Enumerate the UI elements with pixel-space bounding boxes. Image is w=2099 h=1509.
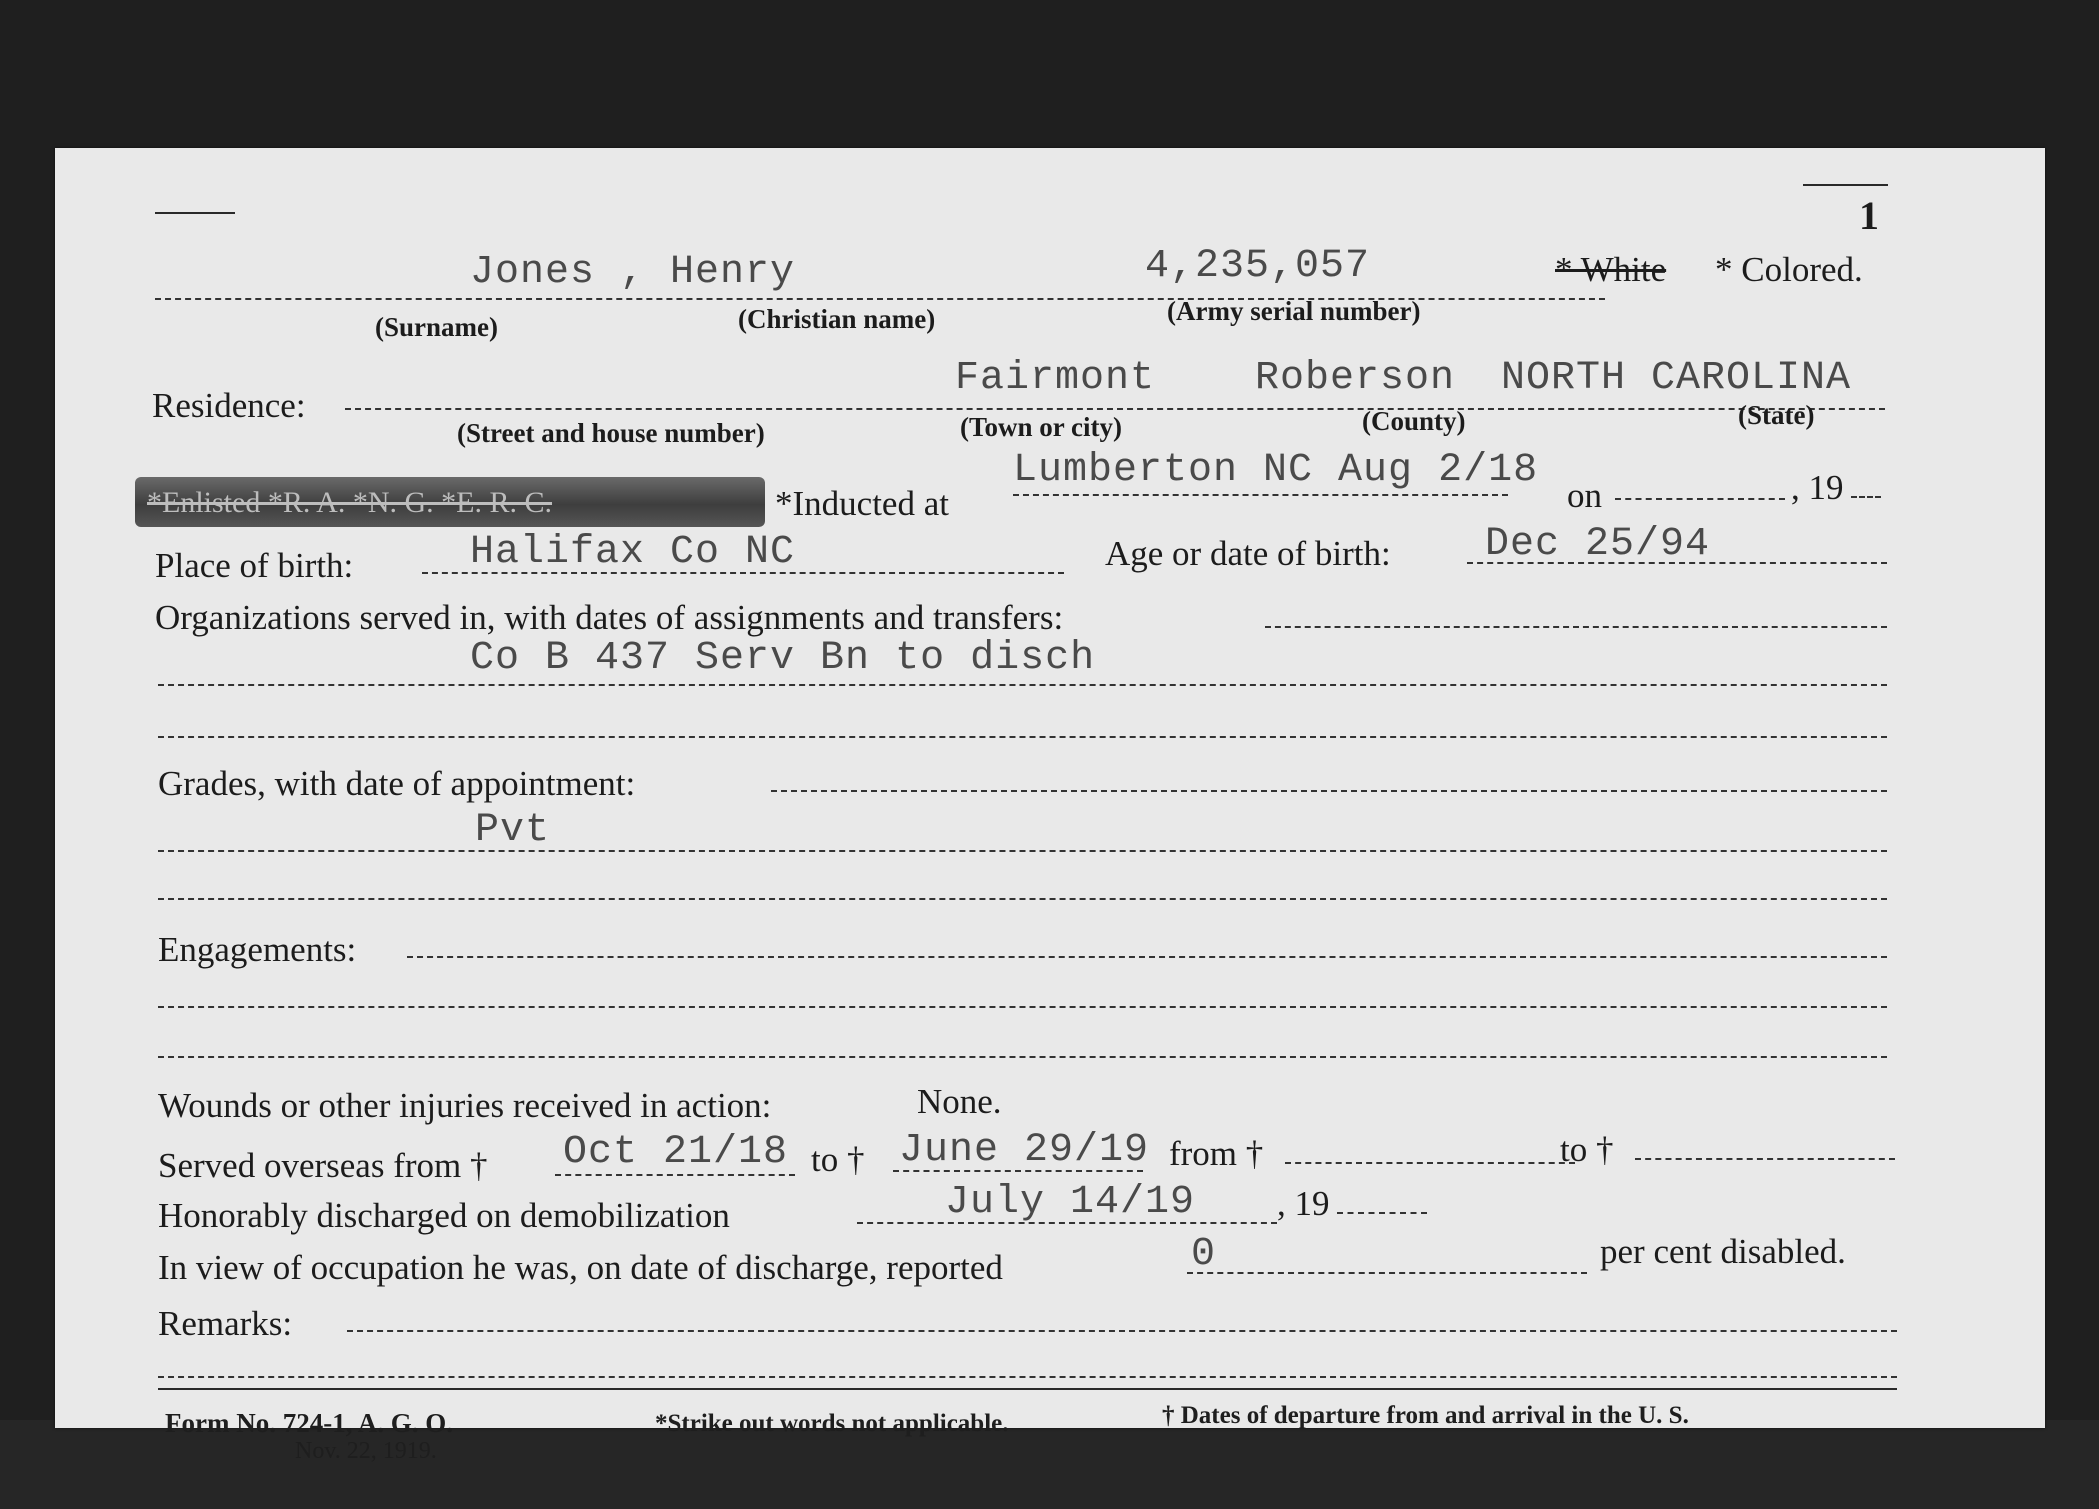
residence-label: Residence: bbox=[152, 386, 306, 425]
residence-state: NORTH CAROLINA bbox=[1501, 356, 1852, 401]
residence-line bbox=[345, 408, 1885, 410]
inducted-line bbox=[1013, 494, 1508, 496]
engagements-label: Engagements: bbox=[158, 930, 357, 969]
discharge-value: July 14/19 bbox=[945, 1180, 1196, 1225]
overseas-to2-label: to † bbox=[1560, 1130, 1614, 1169]
grades-label: Grades, with date of appointment: bbox=[158, 764, 636, 803]
caption-serial: (Army serial number) bbox=[1167, 296, 1421, 326]
caption-state: (State) bbox=[1738, 400, 1815, 430]
organizations-line-0 bbox=[1265, 626, 1887, 628]
enlisted-struck-text: *Enlisted *R. A. *N. G. *E. R. C. bbox=[147, 486, 553, 519]
disability-label: In view of occupation he was, on date of discharge, reported bbox=[158, 1248, 1003, 1287]
grades-line-0 bbox=[771, 790, 1887, 792]
overseas-to-label: to † bbox=[811, 1140, 865, 1179]
inducted-on-line bbox=[1615, 498, 1785, 500]
name-value: Jones , Henry bbox=[470, 250, 796, 295]
residence-town: Fairmont bbox=[955, 356, 1156, 401]
caption-county: (County) bbox=[1362, 406, 1466, 436]
top-right-rule bbox=[1803, 184, 1888, 186]
place-of-birth-line bbox=[422, 572, 1064, 574]
grades-line-2 bbox=[158, 898, 1887, 900]
engagements-line-0 bbox=[407, 956, 1887, 958]
inducted-year-line bbox=[1851, 496, 1881, 498]
wounds-value: None. bbox=[917, 1082, 1002, 1121]
card-number: 1 bbox=[1859, 193, 1879, 238]
caption-street: (Street and house number) bbox=[457, 418, 765, 448]
discharge-year: , 19 bbox=[1277, 1184, 1330, 1223]
disability-suffix: per cent disabled. bbox=[1600, 1232, 1846, 1271]
inducted-value: Lumberton NC Aug 2/18 bbox=[1013, 448, 1539, 493]
discharge-label: Honorably discharged on demobilization bbox=[158, 1196, 730, 1235]
age-dob-value: Dec 25/94 bbox=[1485, 522, 1711, 567]
disability-line bbox=[1187, 1272, 1587, 1274]
remarks-line-1 bbox=[158, 1376, 1897, 1378]
caption-town: (Town or city) bbox=[960, 412, 1122, 442]
overseas-to2-line bbox=[1635, 1158, 1895, 1160]
top-left-rule bbox=[155, 212, 235, 214]
grades-value: Pvt bbox=[475, 808, 551, 853]
place-of-birth-value: Halifax Co NC bbox=[470, 530, 796, 575]
footer-dates-note: † Dates of departure from and arrival in the U. S. bbox=[1162, 1402, 1689, 1429]
remarks-line-0 bbox=[347, 1330, 1897, 1332]
overseas-to-value: June 29/19 bbox=[899, 1128, 1150, 1173]
inducted-on-label: on bbox=[1567, 476, 1602, 515]
wounds-label: Wounds or other injuries received in action: bbox=[158, 1086, 772, 1125]
footer-rule bbox=[158, 1388, 1897, 1390]
discharge-year-line bbox=[1337, 1212, 1427, 1214]
overseas-from2-line bbox=[1285, 1162, 1575, 1164]
age-dob-line bbox=[1467, 562, 1887, 564]
footer-strike-note: *Strike out words not applicable. bbox=[655, 1410, 1009, 1437]
overseas-from2-label: from † bbox=[1169, 1134, 1264, 1173]
organizations-value: Co B 437 Serv Bn to disch bbox=[470, 636, 1096, 681]
disability-value: 0 bbox=[1191, 1232, 1217, 1277]
grades-line-1 bbox=[158, 850, 1887, 852]
race-white-struck: * White bbox=[1555, 250, 1667, 289]
overseas-from-value: Oct 21/18 bbox=[563, 1130, 789, 1175]
footer-form-date: Nov. 22, 1919. bbox=[295, 1438, 437, 1464]
race-colored: * Colored. bbox=[1715, 250, 1863, 289]
remarks-label: Remarks: bbox=[158, 1304, 293, 1343]
age-dob-label: Age or date of birth: bbox=[1105, 534, 1391, 573]
organizations-line-2 bbox=[158, 736, 1887, 738]
organizations-line-1 bbox=[158, 684, 1887, 686]
place-of-birth-label: Place of birth: bbox=[155, 546, 354, 585]
inducted-year: , 19 bbox=[1791, 468, 1844, 507]
inducted-label: *Inducted at bbox=[775, 484, 949, 523]
caption-christian-name: (Christian name) bbox=[738, 304, 936, 334]
serial-number-value: 4,235,057 bbox=[1145, 244, 1371, 289]
residence-county: Roberson bbox=[1255, 356, 1456, 401]
overseas-from-line bbox=[555, 1174, 795, 1176]
caption-surname: (Surname) bbox=[375, 312, 498, 342]
engagements-line-1 bbox=[158, 1006, 1887, 1008]
organizations-label: Organizations served in, with dates of assignments and transfers: bbox=[155, 598, 1064, 637]
overseas-label: Served overseas from † bbox=[158, 1146, 488, 1185]
overseas-to-line bbox=[893, 1170, 1143, 1172]
service-record-card bbox=[55, 148, 2045, 1464]
footer-form-number: Form No. 724-1, A. G. O. bbox=[165, 1408, 453, 1438]
engagements-line-2 bbox=[158, 1056, 1887, 1058]
